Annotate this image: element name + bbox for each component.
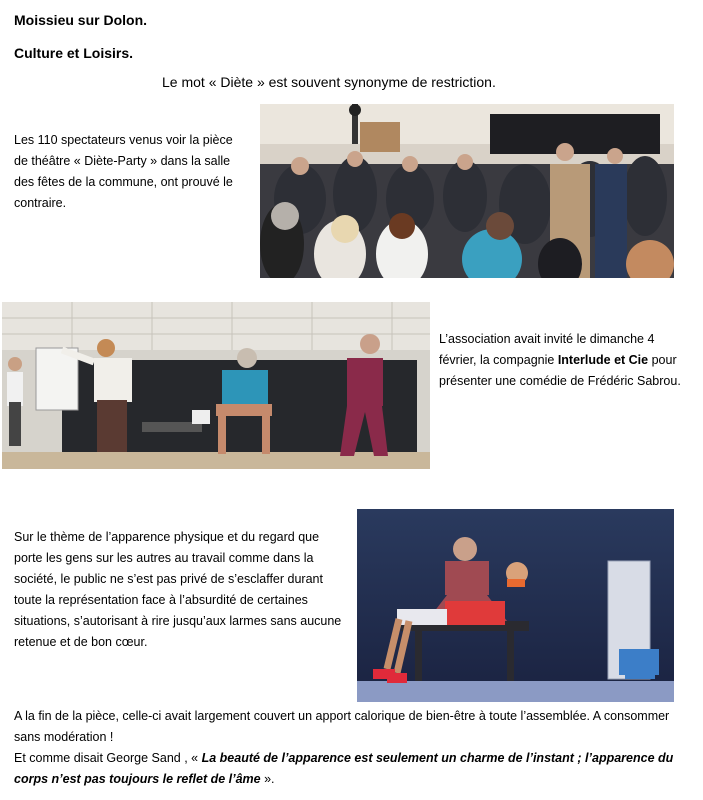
- company-paragraph: [439, 329, 694, 392]
- section-heading: Culture et Loisirs.: [14, 45, 134, 61]
- theme-paragraph: Sur le thème de l’apparence physique et du regard que porte les gens sur les autres au travail comme dans la société, le public ne s’est pas privé de s’esclaffer durant toute la représentation face à l’absurdité de certaines situations, s’autorisant à rire jusqu’aux larmes sans aucune retenue et de bon cœur.: [14, 530, 342, 649]
- audience-photo: [260, 104, 674, 278]
- audience-paragraph: Les 110 spectateurs venus voir la pièce de théâtre « Diète-Party » dans la salle des fêtes de la commune, ont prouvé le contraire.: [14, 133, 233, 210]
- quote-outro: ».: [260, 772, 275, 786]
- company-text-before: L’association avait invité le dimanche 4 février, la compagnie: [439, 332, 655, 367]
- lead-sentence: Le mot « Diète » est souvent synonyme de restriction.: [162, 74, 496, 90]
- stage-photo: [2, 302, 430, 469]
- company-name: Interlude et Cie: [557, 353, 649, 367]
- quote-intro: Et comme disait George Sand , «: [14, 751, 202, 765]
- bench-photo: [357, 509, 674, 702]
- quote-paragraph: [14, 748, 694, 790]
- closing-paragraph: A la fin de la pièce, celle-ci avait largement couvert un apport calorique de bien-être à toute l’assemblée. A consommer sans modération !: [14, 709, 670, 744]
- george-sand-quote: La beauté de l’apparence est seulement un charme de l’instant ; l’apparence du corps n’est pas toujours le reflet de l’âme: [14, 751, 674, 786]
- company-text-after: pour présenter une comédie de Frédéric Sabrou.: [439, 353, 681, 388]
- location-heading: Moissieu sur Dolon.: [14, 12, 148, 28]
